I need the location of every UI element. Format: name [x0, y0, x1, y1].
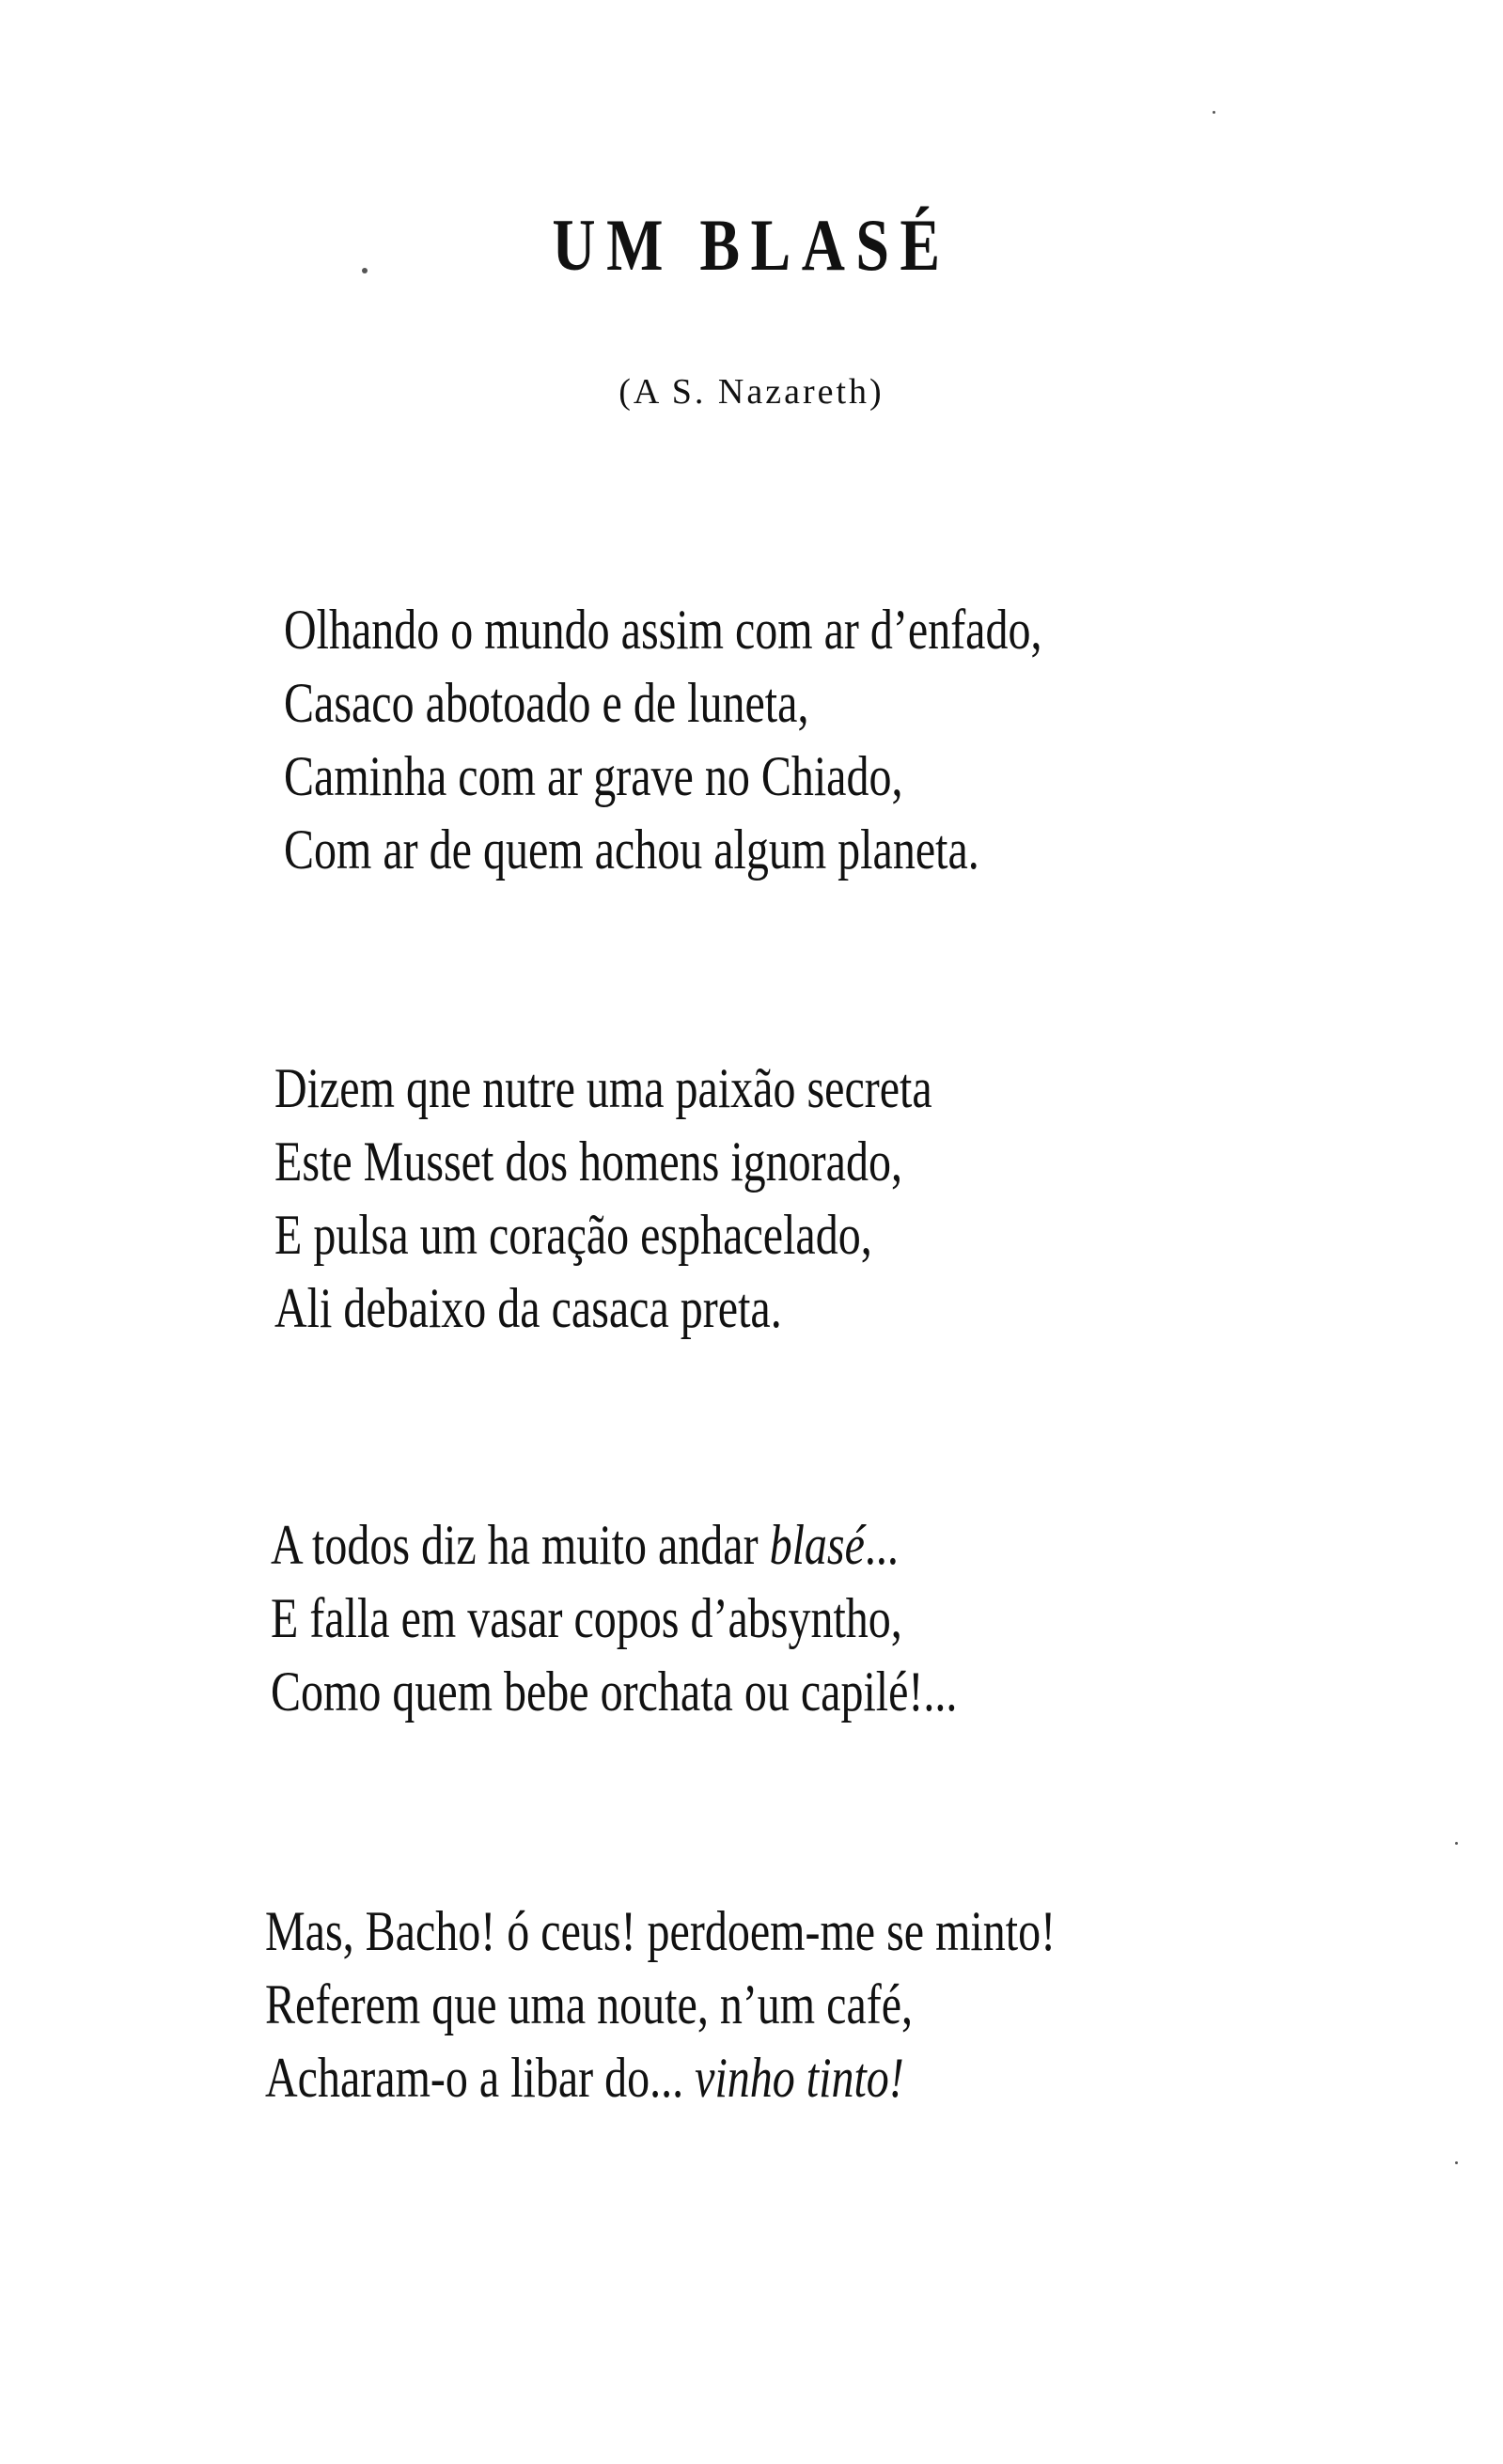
poem-line-italic: vinho tinto!	[695, 2047, 904, 2109]
print-speck	[1455, 2161, 1458, 2164]
poem-line: Este Musset dos homens ignorado,	[274, 1131, 902, 1193]
poem-line: Mas, Bacho! ó ceus! perdoem-me se minto!	[265, 1900, 1057, 1962]
poem-line-italic: blasé	[769, 1514, 865, 1576]
poem-title: UM BLASÉ	[552, 204, 951, 286]
poem-line: Ali debaixo da casaca preta.	[274, 1277, 782, 1339]
print-speck	[362, 268, 368, 273]
poem-line: E pulsa um coração esphacelado,	[274, 1204, 872, 1266]
poem-line: Dizem qne nutre uma paixão secreta	[274, 1057, 932, 1119]
poem-dedication: (A S. Nazareth)	[618, 372, 885, 412]
poem-line	[265, 2047, 904, 2109]
poem-line-text: ...	[864, 1514, 899, 1576]
print-speck	[1213, 111, 1215, 114]
poem-line: Com ar de quem achou algum planeta.	[284, 819, 979, 881]
poem-line: Caminha com ar grave no Chiado,	[284, 745, 903, 807]
poem-line: Casaco abotoado e de luneta,	[284, 672, 809, 734]
poem-line: Olhando o mundo assim com ar d’enfado,	[284, 599, 1042, 661]
poem-line	[271, 1514, 899, 1576]
print-speck	[1455, 1842, 1458, 1845]
poem-line-text: Acharam-o a libar do...	[265, 2047, 696, 2109]
poem-line: Como quem bebe orchata ou capilé!...	[271, 1661, 958, 1723]
poem-line: Referem que uma noute, n’um café,	[265, 1973, 914, 2035]
poem-line-text: A todos diz ha muito andar	[271, 1514, 770, 1576]
poem-line: E falla em vasar copos d’absyntho,	[271, 1587, 902, 1649]
